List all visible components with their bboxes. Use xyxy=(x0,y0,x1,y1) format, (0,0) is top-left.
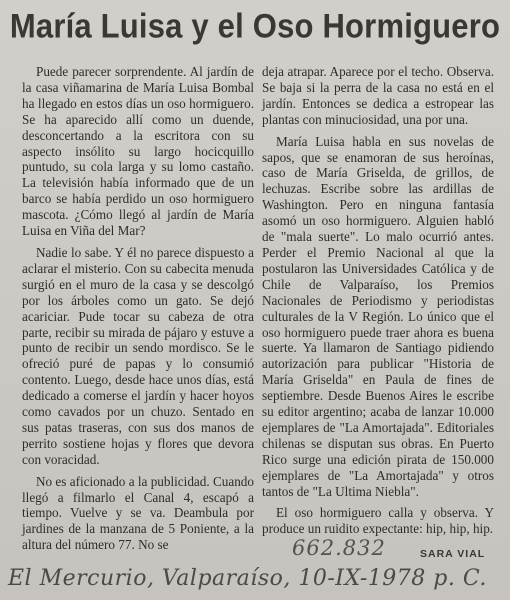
right-column xyxy=(262,64,494,543)
headline: María Luisa y el Oso Hormiguero xyxy=(9,6,501,46)
paragraph-1: Puede parecer sorprendente. Al jardín de la casa viñamarina de María Luisa Bombal ha llegado en estos días un oso hormiguero. Se ha aparecido allí como un duende, desconcertando a la escritora con su aspecto insólito su largo hocicquillo puntudo, su cola larga y su lomo castaño. La televisión había informado que de un barco se había perdido un oso hormiguero mascota. ¿Cómo llegó al jardín de María Luisa en Viña del Mar? xyxy=(22,64,254,239)
paragraph-3: No es aficionado a la publicidad. Cuando llegó a filmarlo el Canal 4, escapó a tiempo. Vuelve y se va. Deambula por jardines de la manzana de 5 Poniente, a la altura del número 77. No se xyxy=(22,473,254,553)
handwritten-source-note: El Mercurio, Valparaíso, 10-IX-1978 p. C. xyxy=(8,566,487,591)
paragraph-2: Nadie lo sabe. Y él no parece dispuesto a aclarar el misterio. Con su cabecita menuda surgió en el muro de la casa y se descolgó por los árboles como un gato. Se dejó acariciar. Pude tocar su cabeza de otra parte, recibir su mirada de pájaro y estuve a punto de recibir un sendo mordisco. Se le ofreció puré de papas y lo consumió contento. Luego, desde hace unos días, está dedicado a comerse el jardín y hacer hoyos como cavados por un chuzo. Sentado en sus patas traseras, con sus dos manos de perrito sostiene hojas y flores que devora con voracidad. xyxy=(22,244,254,467)
paragraph-5: El oso hormiguero calla y observa. Y produce un ruidito expectante: hip, hip, hip. xyxy=(262,505,494,537)
author-byline: SARA VIAL xyxy=(420,548,486,560)
left-column xyxy=(22,64,254,559)
handwritten-catalog-number: 662.832 xyxy=(292,536,386,560)
paragraph-continuation: deja atrapar. Aparece por el techo. Observa. Se baja si la perra de la casa no está en el jardín. Entonces se dedica a estropear las plantas con minuciosidad, una por una. xyxy=(262,64,494,127)
paragraph-4: María Luisa habla en sus novelas de sapos, que se enamoran de sus heroínas, caso de María Griselda, de grillos, de lechuzas. Escribe sobre las ardillas de Washington. Pero en ninguna fantasía asomó un oso hormiguero. Alguien habló de "mala suerte". Lo malo ocurrió antes. Perder el Premio Nacional al que la postularon las Universidades Católica y de Chile de Valparaíso, los Premios Nacionales de Periodismo y periodistas culturales de la V Región. Lo único que el oso hormiguero puede traer ahora es buena suerte. Ya llamaron de Santiago pidiendo autorización para publicar "Historia de María Griselda" en Paula de fines de septiembre. Desde Buenos Aires le escribe su editor argentino; acaba de lanzar 10.000 ejemplares de "La Amortajada". Editoriales chilenas se disputan sus obras. En Puerto Rico surge una edición pirata de 150.000 ejemplares de "La Amortajada" y otros tantos de "La Ultima Niebla". xyxy=(262,133,494,499)
